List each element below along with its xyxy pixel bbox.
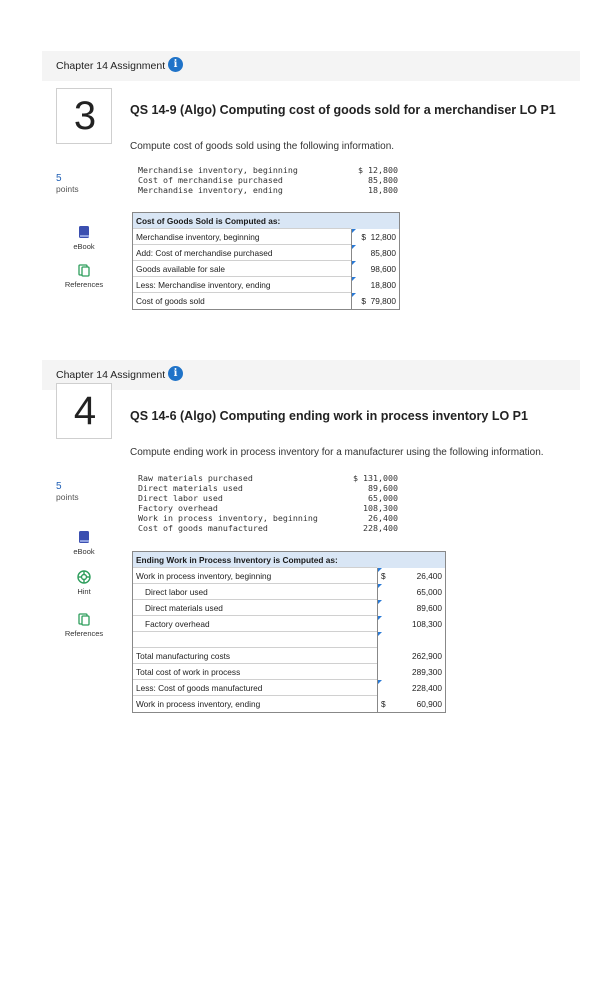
given-row: Direct materials used 89,600 xyxy=(138,483,398,493)
question-number-box xyxy=(56,383,112,439)
ebook-label: eBook xyxy=(73,547,95,556)
given-row: Direct labor used 65,000 xyxy=(138,493,398,503)
answer-input[interactable] xyxy=(352,229,399,245)
points-value: 5 xyxy=(56,481,62,492)
ebook-icon xyxy=(77,530,91,544)
references-button[interactable] xyxy=(56,263,112,289)
table-row: Total manufacturing costs 262,900 xyxy=(133,648,445,664)
references-icon xyxy=(77,263,91,277)
given-data xyxy=(138,165,398,195)
table-row: Less: Merchandise inventory, ending 18,800 xyxy=(133,277,399,293)
answer-input[interactable] xyxy=(352,261,399,277)
assignment-title: Chapter 14 Assignment xyxy=(56,369,166,381)
points-label: points xyxy=(56,492,79,502)
question-number: 3 xyxy=(73,94,97,138)
ending-wip-table xyxy=(132,551,446,713)
info-icon[interactable]: i xyxy=(168,366,183,381)
given-row: Factory overhead 108,300 xyxy=(138,503,398,513)
table-row: Goods available for sale 98,600 xyxy=(133,261,399,277)
cogs-table xyxy=(132,212,400,310)
answer-input[interactable] xyxy=(378,616,445,632)
answer-input[interactable] xyxy=(352,293,399,309)
table-row: Total cost of work in process 289,300 xyxy=(133,664,445,680)
answer-input[interactable] xyxy=(352,277,399,293)
currency-symbol: $ xyxy=(381,571,386,581)
table-row: Add: Cost of merchandise purchased 85,800 xyxy=(133,245,399,261)
question-number-box xyxy=(56,88,112,144)
ebook-button[interactable] xyxy=(56,225,112,251)
given-data xyxy=(138,473,398,533)
answer-input[interactable] xyxy=(378,600,445,616)
table-row: Less: Cost of goods manufactured 228,400 xyxy=(133,680,445,696)
ebook-label: eBook xyxy=(73,242,95,251)
question-number: 4 xyxy=(73,389,97,433)
table-header: Ending Work in Process Inventory is Computed as: xyxy=(133,552,445,568)
hint-icon xyxy=(77,570,91,584)
question-title: QS 14-9 (Algo) Computing cost of goods sold for a merchandiser LO P1 xyxy=(130,103,556,117)
references-icon xyxy=(77,612,91,626)
assignment-header-bar xyxy=(42,51,580,81)
given-row: Merchandise inventory, beginning $ 12,800 xyxy=(138,165,398,175)
assignment-title: Chapter 14 Assignment xyxy=(56,60,166,72)
ebook-button[interactable] xyxy=(56,530,112,556)
question-prompt: Compute cost of goods sold using the following information. xyxy=(130,141,395,152)
given-row: Work in process inventory, beginning 26,400 xyxy=(138,513,398,523)
points-value: 5 xyxy=(56,173,62,184)
table-header: Cost of Goods Sold is Computed as: xyxy=(133,213,399,229)
hint-label: Hint xyxy=(77,587,91,596)
references-button[interactable] xyxy=(56,612,112,638)
hint-button[interactable] xyxy=(56,570,112,596)
table-row: Work in process inventory, ending $ 60,900 xyxy=(133,696,445,712)
references-label: References xyxy=(64,280,104,289)
info-icon[interactable]: i xyxy=(168,57,183,72)
answer-input[interactable] xyxy=(378,664,445,680)
table-row: Factory overhead 108,300 xyxy=(133,616,445,632)
answer-input[interactable] xyxy=(378,648,445,664)
answer-input[interactable] xyxy=(352,245,399,261)
given-row: Raw materials purchased $ 131,000 xyxy=(138,473,398,483)
question-title: QS 14-6 (Algo) Computing ending work in process inventory LO P1 xyxy=(130,409,528,423)
given-row: Cost of merchandise purchased 85,800 xyxy=(138,175,398,185)
table-row: Direct labor used 65,000 xyxy=(133,584,445,600)
currency-symbol: $ xyxy=(381,699,386,709)
points-label: points xyxy=(56,184,79,194)
ebook-icon xyxy=(77,225,91,239)
table-row: Work in process inventory, beginning $ 26,400 xyxy=(133,568,445,584)
table-row-empty xyxy=(133,632,445,648)
answer-input[interactable] xyxy=(378,584,445,600)
question-prompt: Compute ending work in process inventory for a manufacturer using the following information. xyxy=(130,447,544,458)
table-row: Direct materials used 89,600 xyxy=(133,600,445,616)
answer-input[interactable] xyxy=(378,680,445,696)
answer-input[interactable] xyxy=(378,696,445,712)
table-row: Merchandise inventory, beginning $ 12,800 xyxy=(133,229,399,245)
references-label: References xyxy=(64,629,104,638)
given-row: Merchandise inventory, ending 18,800 xyxy=(138,185,398,195)
table-row: Cost of goods sold $ 79,800 xyxy=(133,293,399,309)
answer-input[interactable] xyxy=(378,568,445,584)
given-row: Cost of goods manufactured 228,400 xyxy=(138,523,398,533)
answer-input[interactable] xyxy=(378,632,445,648)
assignment-header-bar xyxy=(42,360,580,390)
